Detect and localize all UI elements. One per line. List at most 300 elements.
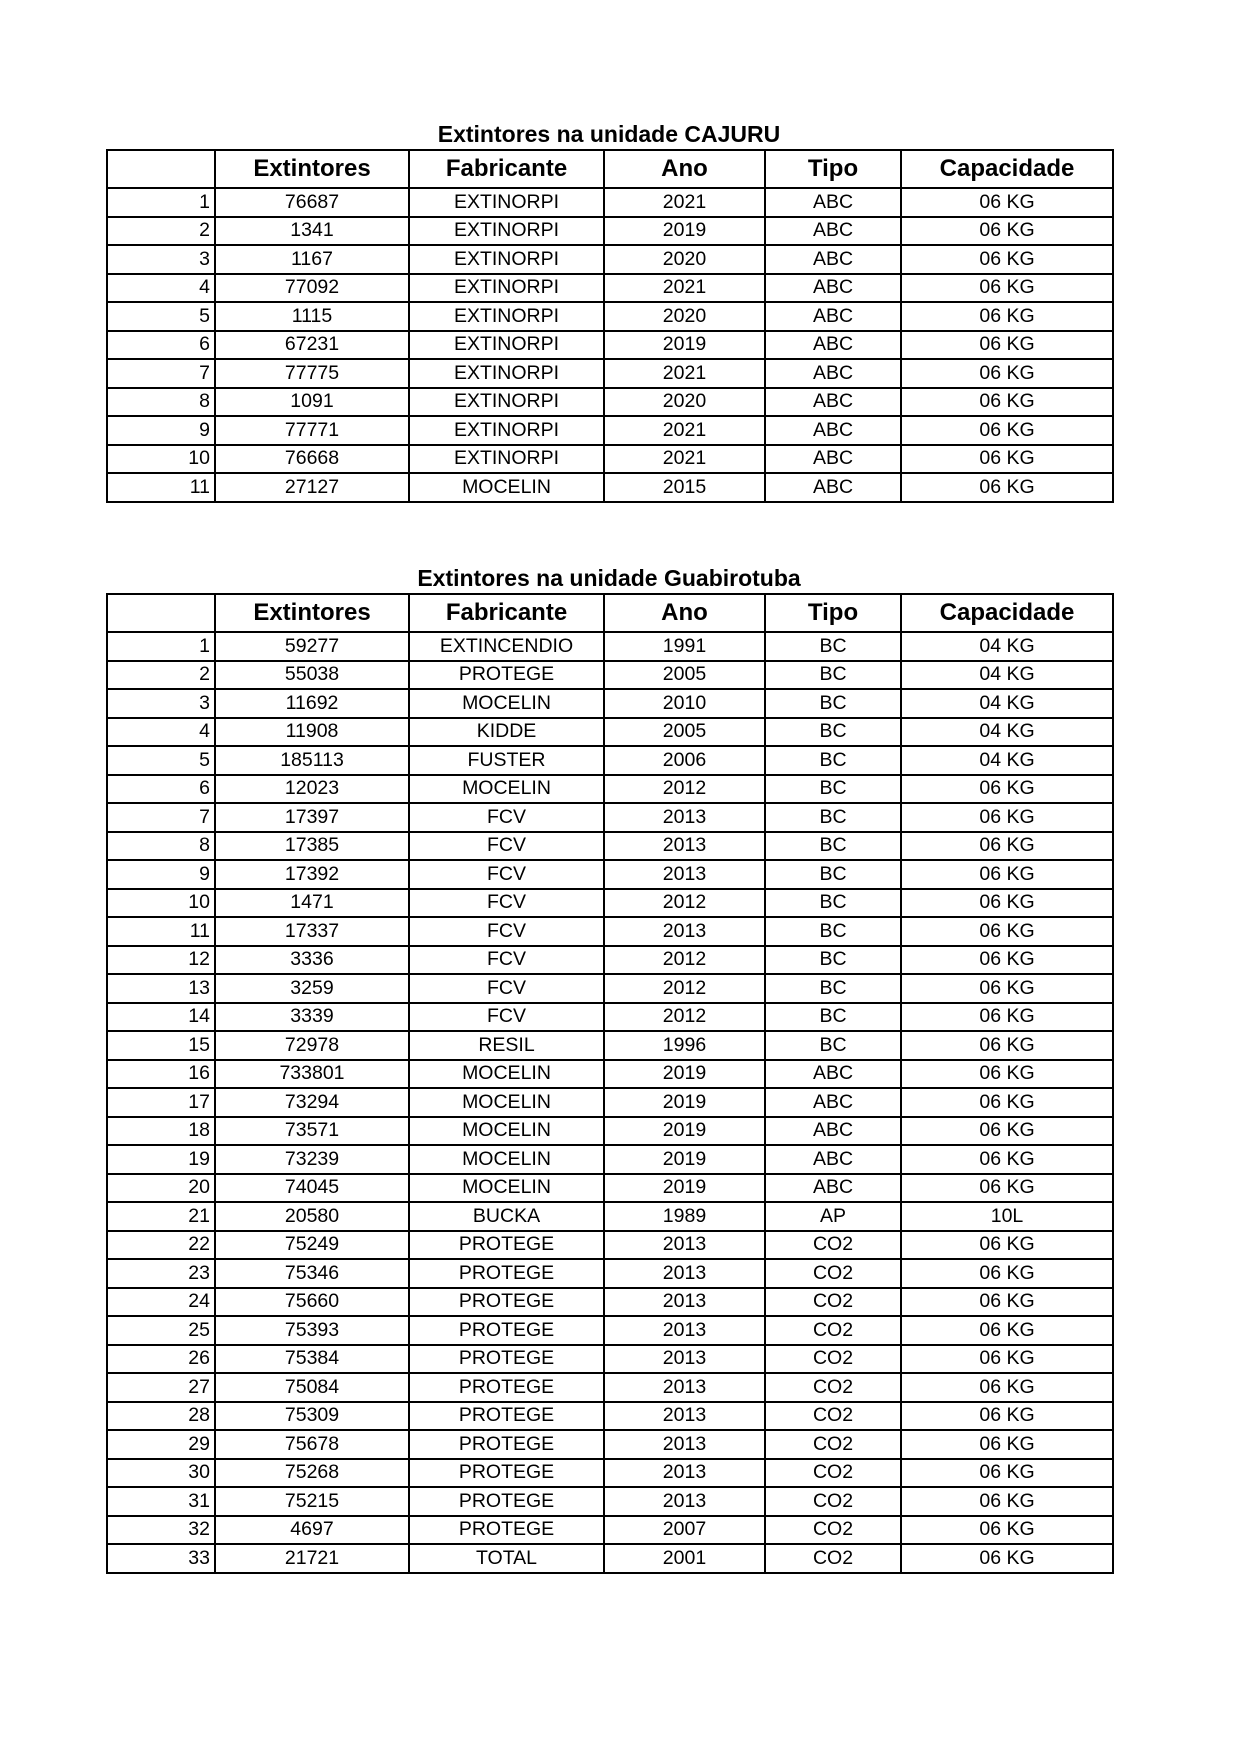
ano-cell: 2013: [604, 917, 765, 946]
capacidade-cell: 06 KG: [901, 1145, 1113, 1174]
capacidade-cell: 06 KG: [901, 473, 1113, 502]
table-row: [107, 1202, 1113, 1231]
fabricante-cell: FCV: [409, 860, 604, 889]
tipo-cell: BC: [765, 974, 901, 1003]
row-index-cell: 23: [107, 1259, 215, 1288]
extintor-number-cell: 73239: [215, 1145, 409, 1174]
ano-cell: 1989: [604, 1202, 765, 1231]
tipo-cell: ABC: [765, 302, 901, 331]
table-row: [107, 1516, 1113, 1545]
extintor-number-cell: 1167: [215, 245, 409, 274]
row-index-cell: 8: [107, 388, 215, 417]
tipo-cell: CO2: [765, 1373, 901, 1402]
ano-cell: 2021: [604, 359, 765, 388]
fabricante-cell: PROTEGE: [409, 1402, 604, 1431]
row-index-cell: 4: [107, 274, 215, 303]
tipo-cell: BC: [765, 946, 901, 975]
fabricante-cell: PROTEGE: [409, 1430, 604, 1459]
tipo-cell: ABC: [765, 359, 901, 388]
row-index-cell: 9: [107, 416, 215, 445]
row-index-cell: 22: [107, 1231, 215, 1260]
extintor-number-cell: 75309: [215, 1402, 409, 1431]
row-index-cell: 19: [107, 1145, 215, 1174]
row-index-cell: 8: [107, 832, 215, 861]
extintor-number-cell: 77771: [215, 416, 409, 445]
extintor-number-cell: 733801: [215, 1060, 409, 1089]
extintor-number-cell: 73571: [215, 1117, 409, 1146]
extintor-number-cell: 76668: [215, 445, 409, 474]
table-row: [107, 1487, 1113, 1516]
fabricante-cell: PROTEGE: [409, 1487, 604, 1516]
table-row: [107, 803, 1113, 832]
tipo-cell: CO2: [765, 1402, 901, 1431]
capacidade-cell: 06 KG: [901, 803, 1113, 832]
row-index-cell: 7: [107, 803, 215, 832]
fabricante-cell: FCV: [409, 974, 604, 1003]
ano-cell: 2019: [604, 331, 765, 360]
table-row: [107, 331, 1113, 360]
capacidade-cell: 06 KG: [901, 445, 1113, 474]
capacidade-cell: 06 KG: [901, 832, 1113, 861]
tipo-cell: ABC: [765, 217, 901, 246]
table-row: [107, 889, 1113, 918]
table-row: [107, 416, 1113, 445]
tipo-cell: BC: [765, 632, 901, 661]
row-index-cell: 30: [107, 1459, 215, 1488]
extintor-number-cell: 67231: [215, 331, 409, 360]
tipo-cell: CO2: [765, 1430, 901, 1459]
extintor-number-cell: 76687: [215, 188, 409, 217]
capacidade-cell: 06 KG: [901, 1345, 1113, 1374]
fabricante-cell: EXTINORPI: [409, 445, 604, 474]
ano-cell: 2005: [604, 718, 765, 747]
column-header-index: [107, 594, 215, 632]
row-index-cell: 10: [107, 889, 215, 918]
ano-cell: 2019: [604, 1174, 765, 1203]
tipo-cell: BC: [765, 661, 901, 690]
column-header-ano: Ano: [604, 150, 765, 188]
tipo-cell: ABC: [765, 1174, 901, 1203]
table-row: [107, 860, 1113, 889]
tipo-cell: BC: [765, 775, 901, 804]
table-row: [107, 746, 1113, 775]
row-index-cell: 3: [107, 245, 215, 274]
capacidade-cell: 06 KG: [901, 245, 1113, 274]
row-index-cell: 15: [107, 1031, 215, 1060]
capacidade-cell: 06 KG: [901, 416, 1113, 445]
capacidade-cell: 06 KG: [901, 1430, 1113, 1459]
capacidade-cell: 06 KG: [901, 1117, 1113, 1146]
extintor-number-cell: 17392: [215, 860, 409, 889]
ano-cell: 2019: [604, 217, 765, 246]
table-row: [107, 689, 1113, 718]
row-index-cell: 3: [107, 689, 215, 718]
row-index-cell: 5: [107, 746, 215, 775]
ano-cell: 2021: [604, 274, 765, 303]
capacidade-cell: 06 KG: [901, 1402, 1113, 1431]
row-index-cell: 27: [107, 1373, 215, 1402]
capacidade-cell: 06 KG: [901, 188, 1113, 217]
row-index-cell: 10: [107, 445, 215, 474]
table-row: [107, 445, 1113, 474]
row-index-cell: 20: [107, 1174, 215, 1203]
capacidade-cell: 06 KG: [901, 331, 1113, 360]
extintor-number-cell: 17385: [215, 832, 409, 861]
extintor-number-cell: 74045: [215, 1174, 409, 1203]
extintor-number-cell: 1091: [215, 388, 409, 417]
guabirotuba-table-title: Extintores na unidade Guabirotuba: [417, 565, 801, 591]
ano-cell: 2021: [604, 445, 765, 474]
table-row: [107, 188, 1113, 217]
ano-cell: 1991: [604, 632, 765, 661]
extintor-number-cell: 75084: [215, 1373, 409, 1402]
tipo-cell: CO2: [765, 1288, 901, 1317]
extintor-number-cell: 77775: [215, 359, 409, 388]
capacidade-cell: 06 KG: [901, 1259, 1113, 1288]
row-index-cell: 6: [107, 331, 215, 360]
capacidade-cell: 06 KG: [901, 1516, 1113, 1545]
tipo-cell: CO2: [765, 1487, 901, 1516]
table-row: [107, 1288, 1113, 1317]
capacidade-cell: 06 KG: [901, 1060, 1113, 1089]
row-index-cell: 11: [107, 473, 215, 502]
table-row: [107, 1430, 1113, 1459]
capacidade-cell: 06 KG: [901, 388, 1113, 417]
row-index-cell: 25: [107, 1316, 215, 1345]
fabricante-cell: KIDDE: [409, 718, 604, 747]
table-row: [107, 359, 1113, 388]
extintor-number-cell: 27127: [215, 473, 409, 502]
cajuru-section: [106, 119, 1112, 503]
ano-cell: 2021: [604, 416, 765, 445]
tipo-cell: ABC: [765, 274, 901, 303]
fabricante-cell: PROTEGE: [409, 1231, 604, 1260]
tipo-cell: ABC: [765, 416, 901, 445]
fabricante-cell: PROTEGE: [409, 1259, 604, 1288]
fabricante-cell: FCV: [409, 1003, 604, 1032]
capacidade-cell: 06 KG: [901, 302, 1113, 331]
table-row: [107, 1145, 1113, 1174]
table-row: [107, 1459, 1113, 1488]
row-index-cell: 5: [107, 302, 215, 331]
extintor-number-cell: 17397: [215, 803, 409, 832]
tipo-cell: ABC: [765, 1145, 901, 1174]
extintor-number-cell: 1471: [215, 889, 409, 918]
ano-cell: 2021: [604, 188, 765, 217]
tipo-cell: ABC: [765, 331, 901, 360]
ano-cell: 2013: [604, 1288, 765, 1317]
table-row: [107, 775, 1113, 804]
capacidade-cell: 06 KG: [901, 1373, 1113, 1402]
fabricante-cell: FCV: [409, 889, 604, 918]
ano-cell: 2012: [604, 946, 765, 975]
fabricante-cell: EXTINORPI: [409, 388, 604, 417]
row-index-cell: 28: [107, 1402, 215, 1431]
column-header-extintores: Extintores: [215, 594, 409, 632]
tipo-cell: CO2: [765, 1459, 901, 1488]
tipo-cell: AP: [765, 1202, 901, 1231]
column-header-index: [107, 150, 215, 188]
extintor-number-cell: 11908: [215, 718, 409, 747]
ano-cell: 2010: [604, 689, 765, 718]
fabricante-cell: PROTEGE: [409, 1459, 604, 1488]
tipo-cell: ABC: [765, 445, 901, 474]
ano-cell: 2012: [604, 889, 765, 918]
table-row: [107, 832, 1113, 861]
extintor-number-cell: 75678: [215, 1430, 409, 1459]
capacidade-cell: 06 KG: [901, 1459, 1113, 1488]
extintor-number-cell: 11692: [215, 689, 409, 718]
fabricante-cell: MOCELIN: [409, 1145, 604, 1174]
column-header-tipo: Tipo: [765, 594, 901, 632]
capacidade-cell: 06 KG: [901, 946, 1113, 975]
table-row: [107, 1031, 1113, 1060]
row-index-cell: 2: [107, 217, 215, 246]
tipo-cell: ABC: [765, 1117, 901, 1146]
row-index-cell: 7: [107, 359, 215, 388]
fabricante-cell: EXTINORPI: [409, 188, 604, 217]
ano-cell: 2013: [604, 1487, 765, 1516]
fabricante-cell: EXTINORPI: [409, 245, 604, 274]
row-index-cell: 11: [107, 917, 215, 946]
table-row: [107, 1088, 1113, 1117]
row-index-cell: 31: [107, 1487, 215, 1516]
fabricante-cell: PROTEGE: [409, 1516, 604, 1545]
ano-cell: 2012: [604, 974, 765, 1003]
table-row: [107, 245, 1113, 274]
fabricante-cell: PROTEGE: [409, 661, 604, 690]
tipo-cell: ABC: [765, 473, 901, 502]
ano-cell: 2005: [604, 661, 765, 690]
ano-cell: 2013: [604, 1402, 765, 1431]
fabricante-cell: EXTINORPI: [409, 359, 604, 388]
extintor-number-cell: 75346: [215, 1259, 409, 1288]
ano-cell: 2006: [604, 746, 765, 775]
tipo-cell: CO2: [765, 1345, 901, 1374]
ano-cell: 2015: [604, 473, 765, 502]
ano-cell: 2013: [604, 1345, 765, 1374]
capacidade-cell: 06 KG: [901, 775, 1113, 804]
ano-cell: 2020: [604, 388, 765, 417]
ano-cell: 2001: [604, 1544, 765, 1573]
column-header-fabricante: Fabricante: [409, 150, 604, 188]
extintor-number-cell: 75393: [215, 1316, 409, 1345]
ano-cell: 2013: [604, 1259, 765, 1288]
table-row: [107, 388, 1113, 417]
row-index-cell: 32: [107, 1516, 215, 1545]
table-row: [107, 1003, 1113, 1032]
column-header-extintores: Extintores: [215, 150, 409, 188]
fabricante-cell: EXTINORPI: [409, 416, 604, 445]
ano-cell: 2019: [604, 1145, 765, 1174]
fabricante-cell: PROTEGE: [409, 1345, 604, 1374]
tipo-cell: ABC: [765, 1088, 901, 1117]
row-index-cell: 21: [107, 1202, 215, 1231]
guabirotuba-table-body: [107, 632, 1113, 1573]
tipo-cell: BC: [765, 889, 901, 918]
ano-cell: 2020: [604, 245, 765, 274]
ano-cell: 2013: [604, 803, 765, 832]
extintor-number-cell: 75268: [215, 1459, 409, 1488]
table-row: [107, 718, 1113, 747]
capacidade-cell: 04 KG: [901, 746, 1113, 775]
row-index-cell: 18: [107, 1117, 215, 1146]
capacidade-cell: 06 KG: [901, 917, 1113, 946]
row-index-cell: 14: [107, 1003, 215, 1032]
extintor-number-cell: 3259: [215, 974, 409, 1003]
extintor-number-cell: 3339: [215, 1003, 409, 1032]
fabricante-cell: MOCELIN: [409, 1174, 604, 1203]
ano-cell: 2013: [604, 1373, 765, 1402]
ano-cell: 2013: [604, 1430, 765, 1459]
table-row: [107, 1117, 1113, 1146]
capacidade-cell: 06 KG: [901, 274, 1113, 303]
capacidade-cell: 06 KG: [901, 860, 1113, 889]
tipo-cell: BC: [765, 718, 901, 747]
extintor-number-cell: 3336: [215, 946, 409, 975]
table-row: [107, 217, 1113, 246]
table-row: [107, 1402, 1113, 1431]
row-index-cell: 1: [107, 632, 215, 661]
extintor-number-cell: 73294: [215, 1088, 409, 1117]
capacidade-cell: 10L: [901, 1202, 1113, 1231]
fabricante-cell: MOCELIN: [409, 1060, 604, 1089]
capacidade-cell: 06 KG: [901, 1288, 1113, 1317]
tipo-cell: BC: [765, 803, 901, 832]
table-row: [107, 473, 1113, 502]
row-index-cell: 26: [107, 1345, 215, 1374]
tipo-cell: BC: [765, 746, 901, 775]
row-index-cell: 6: [107, 775, 215, 804]
capacidade-cell: 06 KG: [901, 1316, 1113, 1345]
capacidade-cell: 06 KG: [901, 359, 1113, 388]
table-row: [107, 302, 1113, 331]
row-index-cell: 17: [107, 1088, 215, 1117]
tipo-cell: CO2: [765, 1316, 901, 1345]
ano-cell: 2012: [604, 1003, 765, 1032]
extintor-number-cell: 72978: [215, 1031, 409, 1060]
capacidade-cell: 06 KG: [901, 974, 1113, 1003]
fabricante-cell: PROTEGE: [409, 1316, 604, 1345]
ano-cell: 2007: [604, 1516, 765, 1545]
fabricante-cell: MOCELIN: [409, 1117, 604, 1146]
fabricante-cell: BUCKA: [409, 1202, 604, 1231]
column-header-capacidade: Capacidade: [901, 150, 1113, 188]
extintor-number-cell: 1115: [215, 302, 409, 331]
capacidade-cell: 06 KG: [901, 1088, 1113, 1117]
table-row: [107, 974, 1113, 1003]
table-row: [107, 1174, 1113, 1203]
fabricante-cell: FCV: [409, 946, 604, 975]
capacidade-cell: 04 KG: [901, 632, 1113, 661]
tipo-cell: CO2: [765, 1231, 901, 1260]
extintor-number-cell: 75249: [215, 1231, 409, 1260]
capacidade-cell: 06 KG: [901, 1487, 1113, 1516]
fabricante-cell: FCV: [409, 803, 604, 832]
extintor-number-cell: 75215: [215, 1487, 409, 1516]
fabricante-cell: EXTINORPI: [409, 217, 604, 246]
row-index-cell: 16: [107, 1060, 215, 1089]
row-index-cell: 29: [107, 1430, 215, 1459]
fabricante-cell: EXTINCENDIO: [409, 632, 604, 661]
fabricante-cell: PROTEGE: [409, 1373, 604, 1402]
fabricante-cell: EXTINORPI: [409, 331, 604, 360]
capacidade-cell: 06 KG: [901, 1031, 1113, 1060]
row-index-cell: 13: [107, 974, 215, 1003]
table-row: [107, 1231, 1113, 1260]
extintor-number-cell: 12023: [215, 775, 409, 804]
extintor-number-cell: 59277: [215, 632, 409, 661]
row-index-cell: 9: [107, 860, 215, 889]
capacidade-cell: 06 KG: [901, 1174, 1113, 1203]
cajuru-table-title: Extintores na unidade CAJURU: [437, 121, 781, 147]
row-index-cell: 24: [107, 1288, 215, 1317]
ano-cell: 1996: [604, 1031, 765, 1060]
ano-cell: 2012: [604, 775, 765, 804]
table-row: [107, 1345, 1113, 1374]
cajuru-extinguisher-table: [106, 149, 1114, 503]
ano-cell: 2013: [604, 860, 765, 889]
table-row: [107, 1259, 1113, 1288]
ano-cell: 2013: [604, 832, 765, 861]
ano-cell: 2019: [604, 1117, 765, 1146]
row-index-cell: 12: [107, 946, 215, 975]
extintor-number-cell: 17337: [215, 917, 409, 946]
ano-cell: 2019: [604, 1088, 765, 1117]
fabricante-cell: FUSTER: [409, 746, 604, 775]
fabricante-cell: EXTINORPI: [409, 274, 604, 303]
tipo-cell: ABC: [765, 388, 901, 417]
tipo-cell: BC: [765, 832, 901, 861]
extintor-number-cell: 75660: [215, 1288, 409, 1317]
tipo-cell: BC: [765, 689, 901, 718]
extintor-number-cell: 4697: [215, 1516, 409, 1545]
tipo-cell: CO2: [765, 1259, 901, 1288]
table-row: [107, 917, 1113, 946]
ano-cell: 2020: [604, 302, 765, 331]
fabricante-cell: FCV: [409, 832, 604, 861]
extintor-number-cell: 75384: [215, 1345, 409, 1374]
fabricante-cell: PROTEGE: [409, 1288, 604, 1317]
fabricante-cell: MOCELIN: [409, 775, 604, 804]
capacidade-cell: 04 KG: [901, 689, 1113, 718]
tipo-cell: CO2: [765, 1516, 901, 1545]
fabricante-cell: EXTINORPI: [409, 302, 604, 331]
guabirotuba-section: [106, 563, 1112, 1574]
table-header-row: [107, 150, 1113, 188]
column-header-tipo: Tipo: [765, 150, 901, 188]
extintor-number-cell: 20580: [215, 1202, 409, 1231]
fabricante-cell: RESIL: [409, 1031, 604, 1060]
table-row: [107, 661, 1113, 690]
capacidade-cell: 06 KG: [901, 1003, 1113, 1032]
row-index-cell: 33: [107, 1544, 215, 1573]
ano-cell: 2013: [604, 1316, 765, 1345]
extintor-number-cell: 77092: [215, 274, 409, 303]
table-row: [107, 632, 1113, 661]
table-row: [107, 946, 1113, 975]
extintor-number-cell: 21721: [215, 1544, 409, 1573]
row-index-cell: 4: [107, 718, 215, 747]
tipo-cell: BC: [765, 860, 901, 889]
tipo-cell: ABC: [765, 245, 901, 274]
table-row: [107, 1060, 1113, 1089]
tipo-cell: BC: [765, 1031, 901, 1060]
row-index-cell: 1: [107, 188, 215, 217]
extintor-number-cell: 1341: [215, 217, 409, 246]
row-index-cell: 2: [107, 661, 215, 690]
capacidade-cell: 06 KG: [901, 889, 1113, 918]
